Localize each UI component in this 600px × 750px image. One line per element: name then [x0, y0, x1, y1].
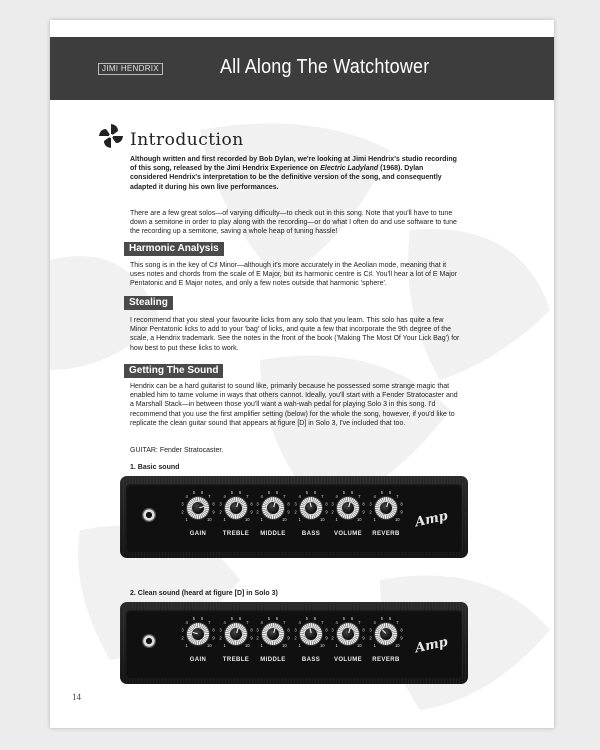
- section-heading-harmonic-analysis: Harmonic Analysis: [124, 242, 224, 256]
- svg-text:10: 10: [356, 642, 362, 648]
- knob-dial[interactable]: [375, 497, 397, 519]
- amp-caption-clean: 2. Clean sound (heard at figure [D] in Solo 3): [130, 590, 278, 597]
- knob-label: GAIN: [189, 531, 207, 537]
- knob-pointer: [386, 502, 388, 507]
- amp-logo: Amp: [413, 634, 450, 657]
- knob-pointer: [273, 628, 275, 633]
- svg-text:5: 5: [267, 616, 271, 621]
- svg-text:2: 2: [331, 509, 334, 515]
- svg-text:6: 6: [200, 490, 204, 495]
- svg-text:4: 4: [298, 494, 301, 500]
- svg-text:7: 7: [208, 494, 211, 500]
- svg-text:10: 10: [206, 516, 212, 522]
- svg-text:8: 8: [362, 501, 365, 507]
- knob-pointer: [236, 628, 238, 633]
- knob-treble: [216, 490, 256, 546]
- svg-text:6: 6: [313, 490, 317, 495]
- svg-text:7: 7: [396, 494, 399, 500]
- knob-label: GAIN: [189, 657, 207, 663]
- svg-text:3: 3: [331, 627, 334, 633]
- svg-text:6: 6: [238, 490, 242, 495]
- svg-text:4: 4: [260, 494, 263, 500]
- knob-volume: [328, 490, 368, 546]
- knob-pointer: [348, 628, 350, 633]
- svg-text:5: 5: [192, 616, 196, 621]
- svg-text:5: 5: [305, 616, 309, 621]
- svg-text:8: 8: [212, 501, 215, 507]
- svg-text:7: 7: [283, 494, 286, 500]
- knob-label: VOLUME: [333, 657, 363, 663]
- knob-label: REVERB: [372, 531, 400, 537]
- svg-text:3: 3: [181, 627, 184, 633]
- album-title: Electric Ladyland: [320, 165, 379, 173]
- svg-text:1: 1: [185, 642, 188, 648]
- input-jack: [142, 634, 156, 648]
- svg-text:4: 4: [335, 620, 338, 626]
- svg-text:7: 7: [208, 620, 211, 626]
- input-jack: [142, 508, 156, 522]
- knob-dial[interactable]: [300, 623, 322, 645]
- svg-text:4: 4: [335, 494, 338, 500]
- svg-text:5: 5: [380, 616, 384, 621]
- svg-text:1: 1: [223, 642, 226, 648]
- svg-text:10: 10: [281, 516, 287, 522]
- knob-pointer: [236, 502, 238, 507]
- getting-the-sound-body: Hendrix can be a hard guitarist to sound like, primarily because he possessed some strange magic that enabled him to tame volume in ways that others cannot. Ideally, you'll start with a Fender Stratocaster and a Marshall Stack—in between those you'll want a wah-wah pedal for playing Solo 3 in this song. I'd recommend that you use the first amplifier setting (below) for the whole the song, however, if you'd like to replicate the clean guitar sound that appears at figure [D] in Solo 3, I've included that too.: [130, 383, 458, 427]
- knob-pointer: [348, 502, 350, 507]
- page: [50, 20, 554, 728]
- section-heading-getting-the-sound: Getting The Sound: [124, 364, 223, 378]
- svg-text:2: 2: [331, 635, 334, 641]
- svg-text:9: 9: [400, 509, 403, 515]
- svg-text:1: 1: [260, 516, 263, 522]
- stealing-body: I recommend that you steal your favourite licks from any solo that you learn. This solo has quite a few Minor Pentatonic licks to add to your 'bag' of licks, and quite a few that incorporate the 9th degree of the scale, a Hendrix trademark. See the notes in the front of the book ('Making The Most Of Your Lick Bag') for how best to put these licks to work.: [130, 317, 460, 352]
- svg-text:10: 10: [394, 642, 400, 648]
- svg-text:2: 2: [181, 635, 184, 641]
- knob-dial[interactable]: [225, 623, 247, 645]
- svg-text:3: 3: [294, 501, 297, 507]
- svg-text:3: 3: [331, 501, 334, 507]
- svg-text:8: 8: [250, 627, 253, 633]
- svg-text:3: 3: [369, 501, 372, 507]
- svg-text:4: 4: [373, 620, 376, 626]
- svg-text:6: 6: [238, 616, 242, 621]
- guitar-note: GUITAR: Fender Stratocaster.: [130, 447, 224, 454]
- knob-pointer: [309, 628, 311, 633]
- svg-text:7: 7: [246, 620, 249, 626]
- knob-reverb: [366, 616, 406, 672]
- intro-body: There are a few great solos—of varying difficulty—to check out in this song. Note that you'll have to tune down a semitone in order to play along with the recording—or do what I often do and use software to tune the recording up a semitone, saving a whole heap of tuning hassle!: [130, 210, 457, 236]
- svg-text:7: 7: [246, 494, 249, 500]
- svg-text:2: 2: [256, 509, 259, 515]
- svg-text:4: 4: [260, 620, 263, 626]
- knob-middle: [253, 490, 293, 546]
- svg-text:1: 1: [335, 642, 338, 648]
- svg-text:2: 2: [369, 635, 372, 641]
- svg-text:10: 10: [206, 642, 212, 648]
- svg-text:1: 1: [335, 516, 338, 522]
- knob-treble: [216, 616, 256, 672]
- svg-text:2: 2: [219, 635, 222, 641]
- knob-bass: [291, 616, 331, 672]
- page-header: [50, 37, 554, 100]
- svg-text:7: 7: [358, 494, 361, 500]
- svg-text:3: 3: [294, 627, 297, 633]
- svg-text:2: 2: [294, 635, 297, 641]
- knob-gain: [178, 490, 218, 546]
- knob-label: BASS: [301, 531, 321, 537]
- svg-text:9: 9: [287, 509, 290, 515]
- svg-text:6: 6: [200, 616, 204, 621]
- svg-text:8: 8: [400, 501, 403, 507]
- svg-text:6: 6: [388, 616, 392, 621]
- section-heading-stealing: Stealing: [124, 296, 173, 310]
- svg-text:9: 9: [362, 509, 365, 515]
- knob-middle: [253, 616, 293, 672]
- knob-label: TREBLE: [222, 531, 250, 537]
- svg-text:2: 2: [294, 509, 297, 515]
- svg-text:1: 1: [298, 516, 301, 522]
- svg-text:2: 2: [219, 509, 222, 515]
- knob-label: MIDDLE: [260, 657, 286, 663]
- svg-text:9: 9: [250, 635, 253, 641]
- svg-text:5: 5: [305, 490, 309, 495]
- svg-text:1: 1: [373, 516, 376, 522]
- svg-text:7: 7: [321, 620, 324, 626]
- harmonic-analysis-body: This song is in the key of C♯ Minor—although it's more accurately in the Aeolian mode, meaning that it uses notes and chords from the scale of E Major, but its harmonic centre is C♯. You'll hear a lot of E Major Pentatonic and E Major notes, and only a few notes outside that harmonic 'sphere'.: [130, 262, 457, 288]
- svg-text:9: 9: [212, 635, 215, 641]
- svg-text:8: 8: [325, 501, 328, 507]
- svg-text:10: 10: [281, 642, 287, 648]
- svg-text:3: 3: [219, 501, 222, 507]
- knob-label: MIDDLE: [260, 531, 286, 537]
- svg-text:10: 10: [244, 516, 250, 522]
- amp-caption-basic: 1. Basic sound: [130, 464, 180, 471]
- svg-text:5: 5: [192, 490, 196, 495]
- svg-text:1: 1: [185, 516, 188, 522]
- knob-gain: [178, 616, 218, 672]
- svg-text:7: 7: [283, 620, 286, 626]
- amp-panel-clean: [120, 602, 468, 684]
- page-number: 14: [72, 692, 81, 702]
- svg-text:1: 1: [223, 516, 226, 522]
- svg-text:3: 3: [369, 627, 372, 633]
- svg-text:9: 9: [400, 635, 403, 641]
- svg-text:2: 2: [256, 635, 259, 641]
- svg-text:7: 7: [321, 494, 324, 500]
- amp-panel-basic: [120, 476, 468, 558]
- knob-pointer: [192, 632, 197, 634]
- knob-pointer: [199, 506, 204, 508]
- svg-text:5: 5: [230, 490, 234, 495]
- amp-faceplate: [126, 610, 462, 678]
- artist-logo: JIMI HENDRIX: [98, 63, 163, 75]
- svg-text:10: 10: [244, 642, 250, 648]
- amp-faceplate: [126, 484, 462, 552]
- svg-text:8: 8: [212, 627, 215, 633]
- svg-text:3: 3: [181, 501, 184, 507]
- svg-text:5: 5: [342, 490, 346, 495]
- svg-text:8: 8: [287, 501, 290, 507]
- svg-text:4: 4: [373, 494, 376, 500]
- svg-text:9: 9: [325, 635, 328, 641]
- svg-text:9: 9: [362, 635, 365, 641]
- svg-text:5: 5: [342, 616, 346, 621]
- knob-dial[interactable]: [262, 623, 284, 645]
- svg-text:2: 2: [369, 509, 372, 515]
- svg-text:1: 1: [260, 642, 263, 648]
- knob-dial[interactable]: [187, 623, 209, 645]
- svg-text:4: 4: [298, 620, 301, 626]
- svg-text:7: 7: [396, 620, 399, 626]
- knob-dial[interactable]: [187, 497, 209, 519]
- svg-text:7: 7: [358, 620, 361, 626]
- svg-text:5: 5: [380, 490, 384, 495]
- svg-text:8: 8: [250, 501, 253, 507]
- knob-reverb: [366, 490, 406, 546]
- knob-dial[interactable]: [375, 623, 397, 645]
- svg-text:9: 9: [212, 509, 215, 515]
- svg-text:5: 5: [267, 490, 271, 495]
- pinwheel-icon: [98, 123, 124, 149]
- knob-dial[interactable]: [225, 497, 247, 519]
- svg-text:8: 8: [362, 627, 365, 633]
- svg-text:2: 2: [181, 509, 184, 515]
- svg-text:9: 9: [325, 509, 328, 515]
- svg-text:10: 10: [319, 516, 325, 522]
- svg-text:1: 1: [298, 642, 301, 648]
- knob-label: REVERB: [372, 657, 400, 663]
- intro-heading: Introduction: [130, 130, 244, 150]
- knob-pointer: [309, 502, 311, 507]
- knob-label: TREBLE: [222, 657, 250, 663]
- svg-text:6: 6: [313, 616, 317, 621]
- svg-text:6: 6: [275, 616, 279, 621]
- knob-label: BASS: [301, 657, 321, 663]
- knob-pointer: [273, 502, 275, 507]
- svg-text:5: 5: [230, 616, 234, 621]
- svg-text:10: 10: [394, 516, 400, 522]
- svg-text:9: 9: [287, 635, 290, 641]
- knob-bass: [291, 490, 331, 546]
- svg-text:10: 10: [319, 642, 325, 648]
- svg-text:8: 8: [400, 627, 403, 633]
- song-title: All Along The Watchtower: [220, 56, 430, 78]
- svg-text:3: 3: [256, 627, 259, 633]
- svg-text:1: 1: [373, 642, 376, 648]
- knob-dial[interactable]: [337, 623, 359, 645]
- knob-pointer: [381, 629, 385, 633]
- knob-dial[interactable]: [262, 497, 284, 519]
- svg-text:4: 4: [185, 620, 188, 626]
- svg-text:8: 8: [325, 627, 328, 633]
- svg-text:4: 4: [223, 620, 226, 626]
- svg-text:8: 8: [287, 627, 290, 633]
- amp-logo: Amp: [413, 508, 450, 531]
- svg-text:3: 3: [219, 627, 222, 633]
- knob-dial[interactable]: [337, 497, 359, 519]
- knob-label: VOLUME: [333, 531, 363, 537]
- knob-volume: [328, 616, 368, 672]
- svg-text:4: 4: [223, 494, 226, 500]
- svg-text:6: 6: [350, 616, 354, 621]
- svg-text:4: 4: [185, 494, 188, 500]
- svg-text:9: 9: [250, 509, 253, 515]
- svg-text:3: 3: [256, 501, 259, 507]
- svg-text:6: 6: [350, 490, 354, 495]
- svg-text:6: 6: [275, 490, 279, 495]
- svg-text:10: 10: [356, 516, 362, 522]
- intro-lead: Although written and first recorded by Bob Dylan, we're looking at Jimi Hendrix's studio recording of this song, released by the Jimi Hendrix Experience on Electric Ladyland (1968). Dylan considered Hendrix's interpretation to be the definitive version of the song, and consequently adapted it during his own live performances.: [130, 156, 457, 191]
- knob-dial[interactable]: [300, 497, 322, 519]
- svg-text:6: 6: [388, 490, 392, 495]
